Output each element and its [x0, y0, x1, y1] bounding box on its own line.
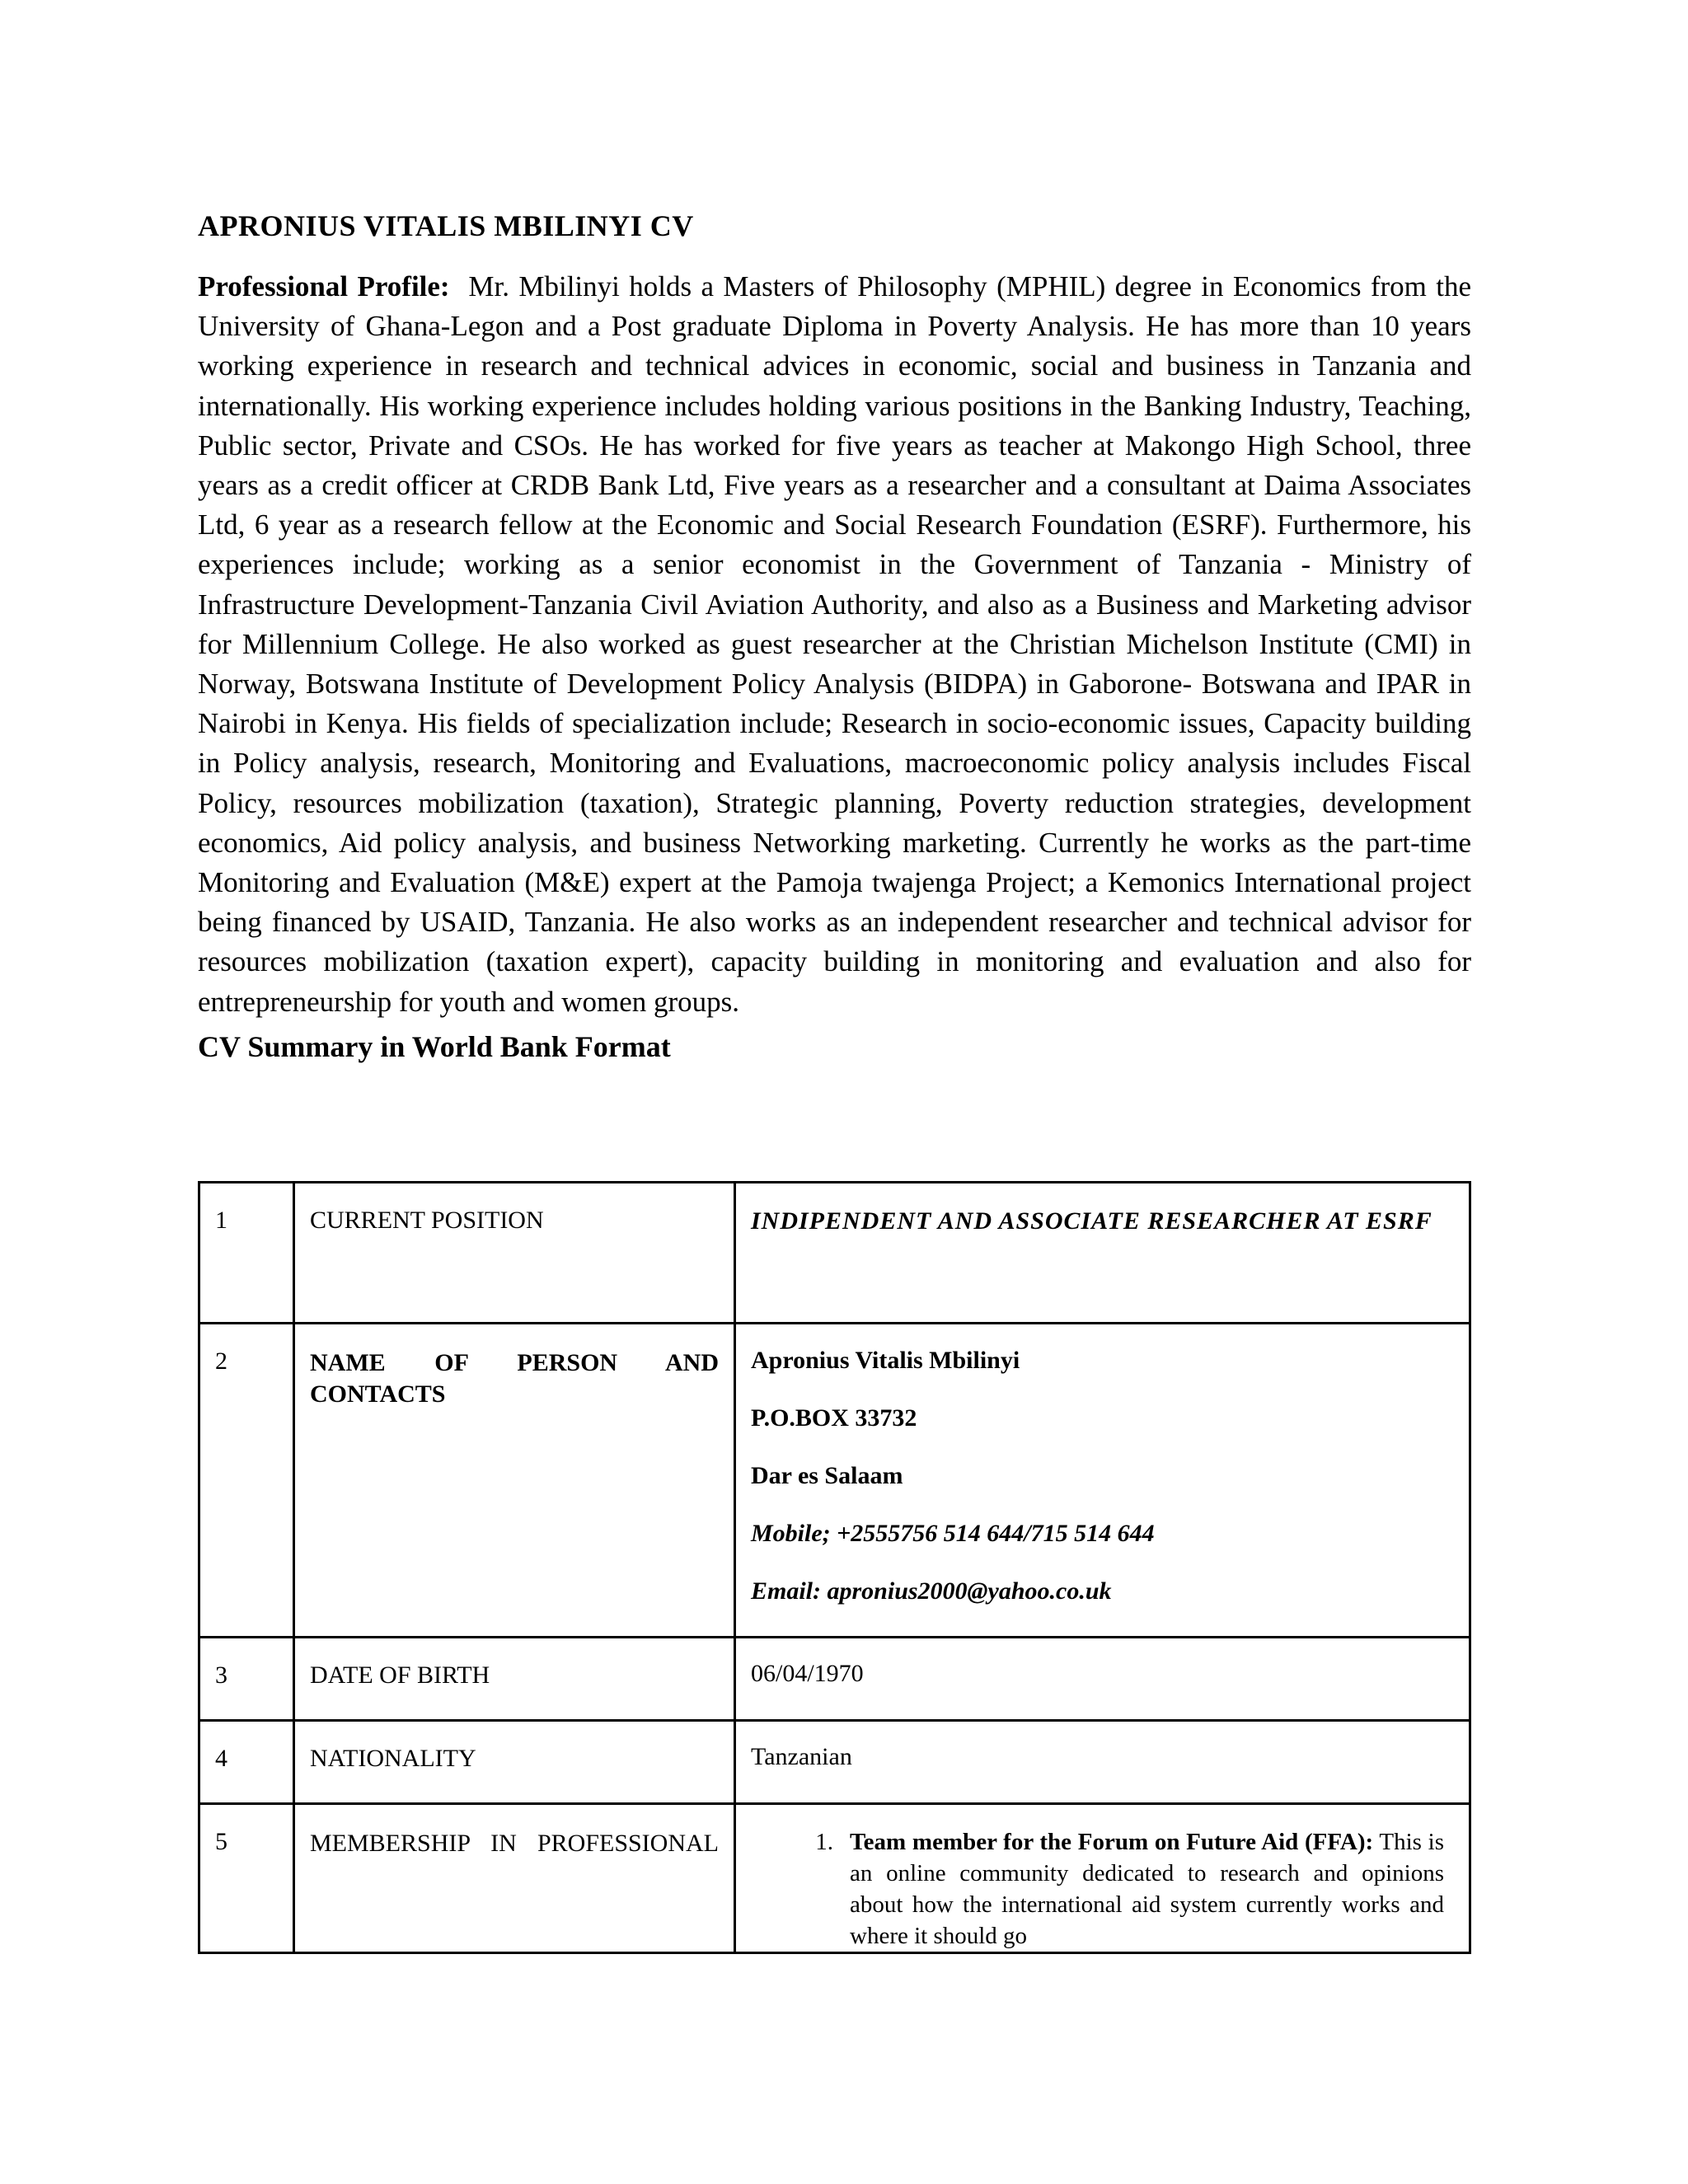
membership-value — [735, 1804, 1470, 1953]
contact-name: Apronius Vitalis Mbilinyi — [751, 1347, 1020, 1374]
field-label: NATIONALITY — [294, 1721, 735, 1804]
nationality-value: Tanzanian — [735, 1721, 1470, 1804]
table-row-nationality — [199, 1721, 1470, 1804]
membership-description: This is an online community dedicated to research and opinions about how the international aid system currently works and where it should go — [850, 1829, 1445, 1949]
contact-email: Email: apronius2000@yahoo.co.uk — [751, 1577, 1112, 1605]
field-label: CURRENT POSITION — [294, 1183, 735, 1324]
row-number: 3 — [199, 1638, 294, 1721]
professional-profile — [198, 267, 1471, 1022]
membership-title: Team member for the Forum on Future Aid (FFA): — [850, 1829, 1374, 1855]
table-row-name-contacts — [199, 1324, 1470, 1638]
membership-list-item — [751, 1826, 1444, 1952]
contact-pobox: P.O.BOX 33732 — [751, 1404, 917, 1432]
row-number: 5 — [199, 1804, 294, 1953]
cv-page — [198, 206, 1472, 1949]
membership-text — [850, 1826, 1444, 1952]
row-number: 4 — [199, 1721, 294, 1804]
current-position-value: INDIPENDENT AND ASSOCIATE RESEARCHER AT ESRF — [735, 1183, 1470, 1324]
table-row-date-of-birth — [199, 1638, 1470, 1721]
cv-title: APRONIUS VITALIS MBILINYI CV — [198, 209, 694, 242]
contact-mobile: Mobile; +2555756 514 644/715 514 644 — [751, 1520, 1155, 1547]
table-row-current-position — [199, 1183, 1470, 1324]
cv-summary-table — [198, 1181, 1471, 1954]
contact-details — [735, 1324, 1470, 1638]
field-label: MEMBERSHIP IN PROFESSIONAL — [294, 1804, 735, 1953]
date-of-birth-value: 06/04/1970 — [735, 1638, 1470, 1721]
cv-summary-heading: CV Summary in World Bank Format — [198, 1029, 671, 1063]
profile-text: Mr. Mbilinyi holds a Masters of Philosophy (MPHIL) degree in Economics from the University of Ghana-Legon and a Post graduate Diploma in Poverty Analysis. He has more than 10 years working experience in research and technical advices in economic, social and business in Tanzania and internationally. His working experience includes holding various positions in the Banking Industry, Teaching, Public sector, Private and CSOs. He has worked for five years as teacher at Makongo High School, three years as a credit officer at CRDB Bank Ltd, Five years as a researcher and a consultant at Daima Associates Ltd, 6 year as a research fellow at the Economic and Social Research Foundation (ESRF). Furthermore, his experiences include; working as a senior economist in the Government of Tanzania - Ministry of Infrastructure Development-Tanzania Civil Aviation Authority, and also as a Business and Marketing advisor for Millennium College. He also worked as guest researcher at the Christian Michelson Institute (CMI) in Norway, Botswana Institute of Development Policy Analysis (BIDPA) in Gaborone- Botswana and IPAR in Nairobi in Kenya. His fields of specialization include; Research in socio-economic issues, Capacity building in Policy analysis, research, Monitoring and Evaluations, macroeconomic policy analysis includes Fiscal Policy, resources mobilization (taxation), Strategic planning, Poverty reduction strategies, development economics, Aid policy analysis, and business Networking marketing. Currently he works as the part-time Monitoring and Evaluation (M&E) expert at the Pamoja twajenga Project; a Kemonics International project being financed by USAID, Tanzania. He also works as an independent researcher and technical advisor for resources mobilization (taxation expert), capacity building in monitoring and evaluation and also for entrepreneurship for youth and women groups. — [198, 270, 1472, 1018]
table-row-membership — [199, 1804, 1470, 1953]
contact-city: Dar es Salaam — [751, 1462, 903, 1489]
field-label: NAME OF PERSON AND CONTACTS — [294, 1324, 735, 1638]
profile-label: Professional Profile: — [198, 270, 450, 302]
list-number: 1. — [815, 1829, 833, 1855]
row-number: 2 — [199, 1324, 294, 1638]
field-label: DATE OF BIRTH — [294, 1638, 735, 1721]
row-number: 1 — [199, 1183, 294, 1324]
